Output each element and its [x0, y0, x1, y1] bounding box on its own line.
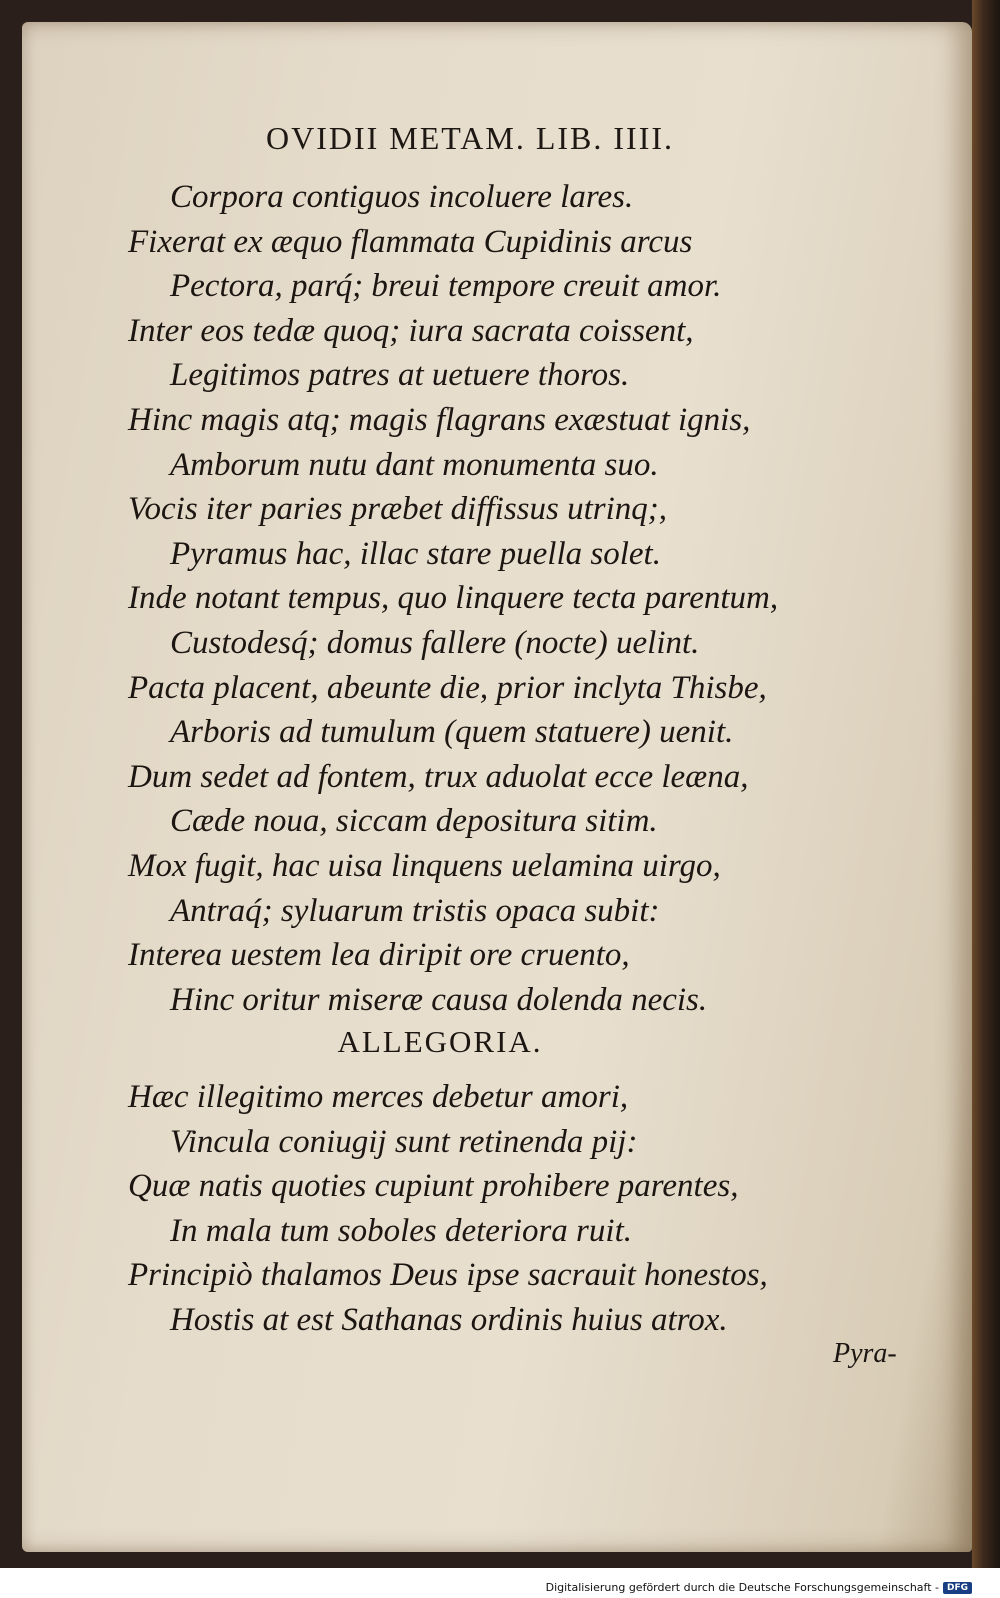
verse-line: Hinc magis atq; magis flagrans exæstuat ignis, [128, 401, 751, 438]
verse-line: Hostis at est Sathanas ordinis huius atrox. [170, 1301, 728, 1338]
verse-line: Inde notant tempus, quo linquere tecta parentum, [128, 580, 779, 617]
verse-line: Vocis iter paries præbet diffissus utrinq;, [128, 491, 668, 528]
allegoria-block [128, 1075, 888, 1343]
verse-line: Corpora contiguos incoluere lares. [170, 179, 634, 215]
verse-line: Vincula coniugij sunt retinenda pij: [170, 1123, 638, 1160]
dfg-logo: DFG [943, 1582, 972, 1594]
catchword: Pyra- [833, 1338, 897, 1369]
verse-line: Amborum nutu dant monumenta suo. [170, 446, 659, 483]
verse-line: Antraq́; syluarum tristis opaca subit: [170, 892, 660, 929]
verse-line: Pacta placent, abeunte die, prior inclyta Thisbe, [128, 669, 767, 706]
verse-line: Principiò thalamos Deus ipse sacrauit honestos, [128, 1257, 768, 1294]
verse-line: Legitimos patres at uetuere thoros. [170, 357, 630, 394]
footer-text: Digitalisierung gefördert durch die Deutsche Forschungsgemeinschaft - [545, 1581, 939, 1594]
verse-line: Pectora, parq́; breui tempore creuit amor. [170, 268, 722, 305]
verse-line: Dum sedet ad fontem, trux aduolat ecce leæna, [128, 758, 749, 795]
verse-line: Custodesq́; domus fallere (nocte) uelint. [170, 624, 700, 661]
verse-line: Hinc oritur miseræ causa dolenda necis. [170, 981, 708, 1018]
verse-line: Quæ natis quoties cupiunt prohibere parentes, [128, 1168, 739, 1205]
verse-line: Fixerat ex æquo flammata Cupidinis arcus [128, 223, 693, 260]
verse-line: Cæde noua, siccam depositura sitim. [170, 803, 658, 840]
running-header: OVIDII METAM. LIB. IIII. [265, 120, 674, 156]
section-heading: ALLEGORIA. [337, 1024, 543, 1059]
verse-line: Pyramus hac, illac stare puella solet. [170, 535, 661, 572]
verse-line: Mox fugit, hac uisa linquens uelamina uirgo, [128, 847, 721, 884]
verse-line: In mala tum soboles deteriora ruit. [170, 1212, 632, 1249]
verse-line: Inter eos tedæ quoq; iura sacrata coissent, [128, 312, 694, 349]
verse-block [128, 175, 888, 1022]
verse-line: Arboris ad tumulum (quem statuere) uenit. [170, 714, 734, 751]
footer-credit [546, 1581, 972, 1594]
book-edge [972, 0, 1000, 1568]
verse-line: Hæc illegitimo merces debetur amori, [128, 1079, 629, 1115]
verse-line: Interea uestem lea diripit ore cruento, [128, 937, 630, 974]
